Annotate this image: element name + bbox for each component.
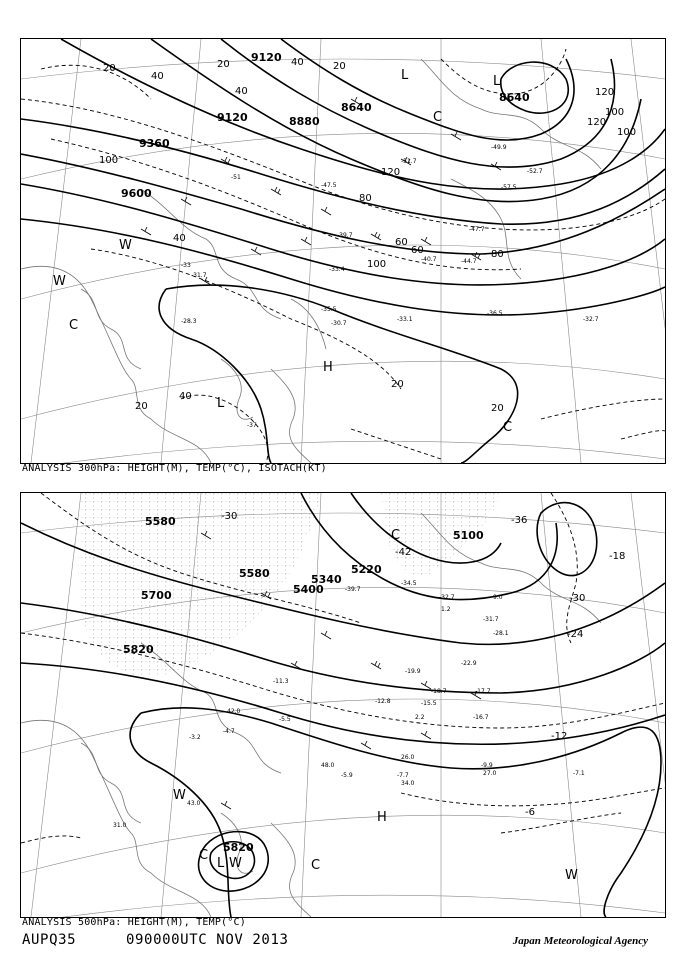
isotach-label: 100 — [617, 127, 637, 138]
station-value: 43.0 — [187, 800, 201, 807]
isotherm-label: -30 — [569, 593, 586, 604]
isotach-label: 20 — [217, 59, 230, 70]
station-value: -47.7 — [469, 226, 485, 233]
station-value: -32.7 — [439, 594, 455, 601]
station-value: -18.7 — [431, 688, 447, 695]
isotach-label: 20 — [135, 401, 148, 412]
cold-center: C — [433, 110, 443, 125]
cold-center: C — [503, 420, 513, 435]
chart-300hpa-caption: ANALYSIS 300hPa: HEIGHT(M), TEMP(°C), ISOTACH(KT) — [22, 463, 327, 474]
isotach-label: 40 — [291, 57, 304, 68]
low-center: L — [493, 74, 501, 89]
footer — [22, 932, 662, 952]
station-value: 31.0 — [113, 822, 127, 829]
isotach-label: 100 — [605, 107, 625, 118]
station-value: -17.7 — [475, 688, 491, 695]
isotach-label: 20 — [333, 61, 346, 72]
low-center: L — [401, 68, 409, 83]
height-label: 5700 — [141, 589, 172, 602]
station-value: -7.7 — [397, 772, 409, 779]
station-value: -33 — [181, 262, 191, 269]
isotach-label: 60 — [395, 237, 408, 248]
chart-500hpa — [20, 492, 666, 918]
station-value: 9.0 — [493, 594, 503, 601]
height-label: 9360 — [139, 137, 170, 150]
station-value: 48.0 — [321, 762, 335, 769]
height-label: 5100 — [453, 529, 484, 542]
chart-300hpa-map — [21, 39, 665, 463]
isotherm-label: -30 — [221, 511, 238, 522]
height-label: 5580 — [239, 567, 270, 580]
warm-center: W — [53, 274, 66, 289]
isotherm-label: -12 — [551, 731, 568, 742]
station-value: -28.3 — [181, 318, 197, 325]
station-value: -5.5 — [279, 716, 291, 723]
warm-center: W — [173, 788, 186, 803]
low-center: L — [217, 396, 225, 411]
station-value: -37 — [247, 422, 257, 429]
isotach-label: 20 — [491, 403, 504, 414]
station-value: -4.7 — [223, 728, 235, 735]
station-value: -33.1 — [397, 316, 413, 323]
station-value: -51 — [231, 174, 241, 181]
station-value: -12.8 — [375, 698, 391, 705]
height-label: 8640 — [341, 101, 372, 114]
station-value: -40.7 — [421, 256, 437, 263]
chart-500hpa-map — [21, 493, 665, 917]
cold-center: C — [199, 848, 209, 863]
station-value: -52.7 — [527, 168, 543, 175]
station-value: -7.1 — [573, 770, 585, 777]
height-label: 9120 — [251, 51, 282, 64]
station-value: -49.9 — [491, 144, 507, 151]
isotach-label: 120 — [595, 87, 615, 98]
station-value: -36.5 — [487, 310, 503, 317]
station-value: -31.7 — [483, 616, 499, 623]
isotach-label: 20 — [391, 379, 404, 390]
station-value: -47.5 — [321, 182, 337, 189]
isotach-label: 40 — [151, 71, 164, 82]
station-value: -30.7 — [331, 320, 347, 327]
height-label: 5820 — [223, 841, 254, 854]
isotach-label: 80 — [491, 249, 504, 260]
isotherm-label: -36 — [511, 515, 528, 526]
station-value: -57.5 — [501, 184, 517, 191]
isotherm-label: -6 — [525, 807, 535, 818]
height-label: 8640 — [499, 91, 530, 104]
station-value: 42.0 — [227, 708, 241, 715]
station-value: -32.7 — [583, 316, 599, 323]
height-label: 9600 — [121, 187, 152, 200]
station-value: 27.0 — [483, 770, 497, 777]
station-value: -5.9 — [341, 772, 353, 779]
warm-center: W — [565, 868, 578, 883]
chart-500hpa-caption: ANALYSIS 500hPa: HEIGHT(M), TEMP(°C) — [22, 917, 246, 928]
station-value: -16.7 — [473, 714, 489, 721]
height-labels — [121, 51, 530, 200]
station-value: -44.7 — [461, 258, 477, 265]
high-center: H — [323, 360, 333, 375]
station-value: 2.2 — [415, 714, 425, 721]
station-value: -11.3 — [273, 678, 289, 685]
station-value: -35.5 — [321, 306, 337, 313]
height-label: 8880 — [289, 115, 320, 128]
isotach-label: 120 — [587, 117, 607, 128]
chart-300hpa — [20, 38, 666, 464]
station-value: 26.0 — [401, 754, 415, 761]
isotach-label: 120 — [381, 167, 401, 178]
station-value: -51.7 — [401, 158, 417, 165]
chart-datetime: 090000UTC NOV 2013 — [126, 932, 289, 948]
station-value: -33.4 — [329, 266, 345, 273]
isotach-label: 20 — [103, 63, 116, 74]
isotach-label: 40 — [179, 391, 192, 402]
station-value: -31.7 — [191, 272, 207, 279]
height-label: 5220 — [351, 563, 382, 576]
station-value: -39.7 — [337, 232, 353, 239]
station-value: 34.0 — [401, 780, 415, 787]
station-value: -15.5 — [421, 700, 437, 707]
isotach-label: 40 — [173, 233, 186, 244]
cold-center: C — [69, 318, 79, 333]
low-center: L — [217, 856, 225, 871]
cold-center: C — [391, 528, 401, 543]
station-value: -39.7 — [345, 586, 361, 593]
cold-center: C — [311, 858, 321, 873]
height-label: 5400 — [293, 583, 324, 596]
warm-center: W — [119, 238, 132, 253]
chart-code: AUPQ35 — [22, 932, 77, 948]
station-value: 1.2 — [441, 606, 451, 613]
isotach-label: 80 — [359, 193, 372, 204]
height-label: 5580 — [145, 515, 176, 528]
station-value: -34.5 — [401, 580, 417, 587]
height-label: 9120 — [217, 111, 248, 124]
isotach-label: 100 — [99, 155, 119, 166]
height-label: 5820 — [123, 643, 154, 656]
isotach-label: 60 — [411, 245, 424, 256]
height-label: 5340 — [311, 573, 342, 586]
station-value: -3.2 — [189, 734, 201, 741]
station-value: -22.9 — [461, 660, 477, 667]
isotach-label: 100 — [367, 259, 387, 270]
isotherm-label: -18 — [609, 551, 626, 562]
station-value: -9.9 — [481, 762, 493, 769]
station-value: -28.1 — [493, 630, 509, 637]
warm-center: W — [229, 856, 242, 871]
isotach-label: 40 — [235, 86, 248, 97]
isotherm-label: -24 — [567, 629, 584, 640]
agency-name: Japan Meteorological Agency — [512, 935, 648, 947]
isotherm-label: -42 — [395, 547, 412, 558]
high-center: H — [377, 810, 387, 825]
station-value: -19.9 — [405, 668, 421, 675]
